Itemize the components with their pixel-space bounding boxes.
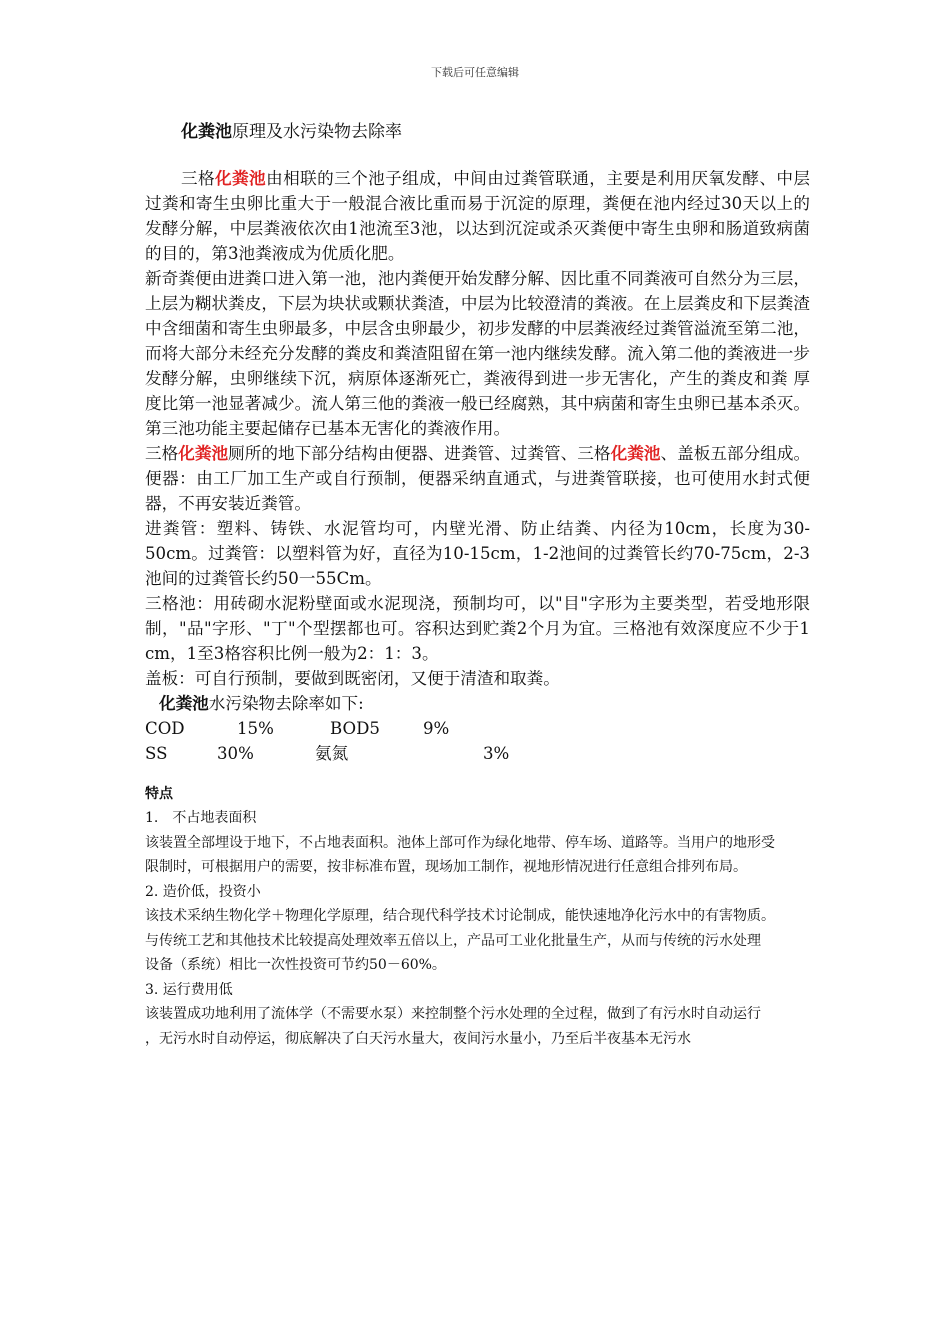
page-header: 下载后可任意编辑 (431, 66, 519, 79)
p3-text-a: 三格 (145, 444, 179, 463)
stat-label: COD (145, 719, 185, 738)
feature-line: 该装置全部埋设于地下，不占地表面积。池体上部可作为绿化地带、停车场、道路等。当用户的地形受 (145, 834, 775, 851)
stat-value: 15% (237, 719, 274, 738)
stat-label: BOD5 (330, 719, 380, 738)
p3-text-c: 、盖板五部分组成。便器：由工厂加工生产或自行预制，便器采纳直通式，与进粪管联接，也可使用水封式便器，不再安装近粪管。 (145, 444, 811, 513)
features-list (145, 806, 810, 1051)
paragraph-6: 盖板：可自行预制，要做到既密闭，又便于清渣和取粪。 (145, 669, 560, 688)
removal-rest: 水污染物去除率如下: (208, 694, 364, 713)
p1-highlight: 化粪池 (215, 168, 267, 188)
feature-line: 与传统工艺和其他技术比较提高处理效率五倍以上，产品可工业化批量生产，从而与传统的污水处理 (145, 932, 761, 949)
feature-line: 限制时，可根据用户的需要，按非标准布置，现场加工制作，视地形情况进行任意组合排列布局。 (145, 859, 747, 875)
paragraph-2: 新奇粪便由进粪口进入第一池，池内粪便开始发酵分解、因比重不同粪液可自然分为三层，上层为糊状粪皮，下层为块状或颗状粪渣，中层为比较澄清的粪液。在上层粪皮和下层粪渣中含细菌和寄生虫卵最多，中层含虫卵最少，初步发酵的中层粪液经过粪管溢流至第二池，而将大部分未经充分发酵的粪皮和粪渣阻留在第一池内继续发酵。流入第二他的粪液进一步发酵分解，虫卵继续下沉，病原体逐渐死亡，粪液得到进一步无害化，产生的粪皮和粪 厚度比第一池显著减少。流人第三他的粪液一般已经腐熟，其中病菌和寄生虫卵已基本杀灭。第三池功能主要起储存已基本无害化的粪液作用。 (145, 269, 810, 438)
stats-row-2 (145, 741, 810, 766)
removal-heading (145, 691, 810, 716)
p3-highlight-2: 化粪池 (610, 443, 661, 463)
stat-value: 9% (423, 719, 450, 738)
p1-text-a: 三格 (181, 169, 216, 188)
removal-bold: 化粪池 (159, 693, 209, 713)
stat-label: SS (145, 744, 168, 763)
stat-value: 30% (217, 744, 254, 763)
p1-text-b: 由相联的三个池子组成，中间由过粪管联通，主要是利用厌氧发酵、中层过粪和寄生虫卵比重大于一般混合液比重而易于沉淀的原理，粪便在池内经过30天以上的发酵分解，中层粪液依次由1池流至3池，以达到沉淀或杀灭粪便中寄生虫卵和肠道致病菌的目的，第3池粪液成为优质化肥。 (145, 169, 811, 263)
paragraph-5: 三格池：用砖砌水泥粉壁面或水泥现浇，预制均可，以"目"字形为主要类型，若受地形限制，"品"字形、"丁"个型摆都也可。容积达到贮粪2个月为宜。三格池有效深度应不少于1 cm，1至3格容积比例一般为2：1：3。 (145, 594, 810, 663)
document-title (181, 120, 810, 144)
title-rest: 原理及水污染物去除率 (232, 122, 402, 142)
stat-value: 3% (483, 744, 510, 763)
stat-label: 氨氮 (315, 744, 349, 763)
removal-stats (145, 716, 810, 766)
document-body (145, 120, 810, 1051)
feature-line: 该装置成功地利用了流体学（不需要水泵）来控制整个污水处理的全过程，做到了有污水时自动运行 (145, 1006, 761, 1022)
paragraph-3 (145, 441, 810, 516)
feature-line: 3. 运行费用低 (145, 981, 233, 998)
feature-line: 该技术采纳生物化学＋物理化学原理，结合现代科学技术讨论制成，能快速地净化污水中的有害物质。 (145, 908, 775, 924)
paragraph-4: 进粪管：塑料、铸铁、水泥管均可，内壁光滑、防止结粪、内径为10cm，长度为30-50cm。过粪管：以塑料管为好，直径为10-15cm，1-2池间的过粪管长约70-75cm，2-3池间的过粪管长约50一55Cm。 (145, 519, 810, 588)
features-title: 特点 (145, 786, 173, 802)
stats-row-1 (145, 716, 810, 741)
feature-line: 设备（系统）相比一次性投资可节约50－60%。 (145, 957, 446, 973)
paragraph-1 (145, 166, 810, 266)
feature-line: 2. 造价低，投资小 (145, 883, 261, 900)
p3-text-b: 厕所的地下部分结构由便器、进粪管、过粪管、三格 (228, 444, 611, 463)
feature-line: ，无污水时自动停运，彻底解决了白天污水量大，夜间污水量小，乃至后半夜基本无污水 (145, 1030, 691, 1047)
feature-line: 1. 不占地表面积 (145, 810, 257, 826)
title-bold: 化粪池 (181, 122, 232, 142)
p3-highlight-1: 化粪池 (178, 443, 229, 463)
